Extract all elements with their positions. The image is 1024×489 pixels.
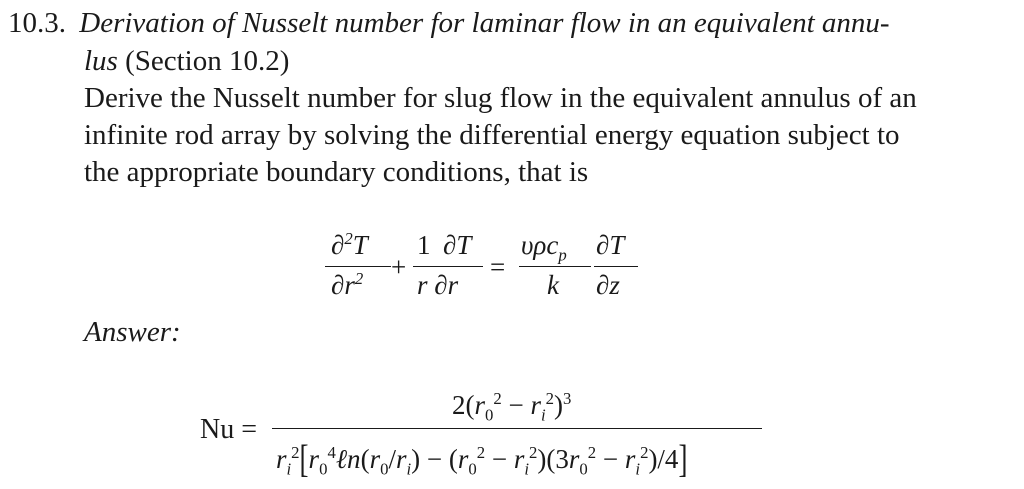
problem-statement-line: Derive the Nusselt number for slug flow in the equivalent annulus of an [84,82,917,114]
problem-number: 10.3. [8,7,66,39]
nusselt-denominator: $r_i^2[r_0^4\ell n(r_0/r_i) - (r_0^2 - r_i^2)(3r_0^2 - r_i^2)/4]$ [276,437,688,481]
section-reference: (Section 10.2) [125,45,290,77]
problem-statement-line: infinite rod array by solving the differential energy equation subject to [84,119,900,151]
equals-sign: = [490,252,506,282]
problem-title: Derivation of Nusselt number for laminar flow in an equivalent annu- [79,7,890,39]
term-first-derivative: 1 ∂T r ∂r [413,232,483,302]
nusselt-lhs: Nu = [200,414,258,445]
problem-statement-line: the appropriate boundary conditions, that is [84,156,589,188]
problem-title-continued: lus [84,45,118,77]
answer-label: Answer: [84,316,181,348]
term-axial-derivative: ∂T ∂z [594,232,640,302]
plus-sign: + [391,252,407,282]
fraction-bar [272,428,762,429]
term-coefficient: υρc$_p$ k [519,232,593,302]
nusselt-numerator: $2(r_0^2 - r_i^2)^3$ [452,389,572,425]
term-second-derivative: ∂$^2$T $\partial r^2$ [325,232,391,302]
